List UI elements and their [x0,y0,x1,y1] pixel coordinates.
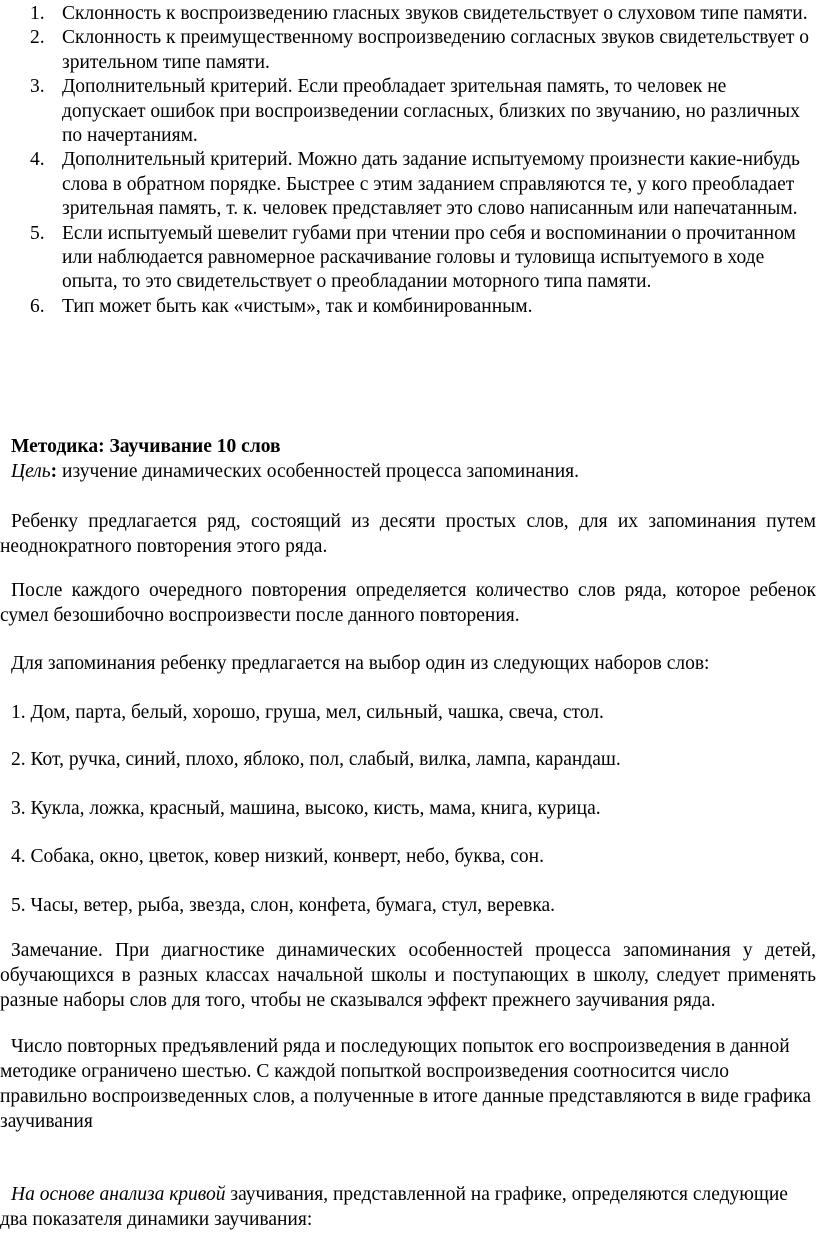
list-item-number: 3. [30,76,45,98]
list-item-text: Если испытуемый шевелит губами при чтении про себя и воспоминании о прочитанном или наблюдается равномерное раскачивание головы и туловища испытуемого в ходе опыта, то это свидетельствует о преобладании моторного типа памяти. [62,222,796,293]
curve-rest-text: заучивания, представленной на графике, определяются следующие два показателя динамики заучивания: [0,1184,788,1230]
list-item-number: 1. [30,3,45,24]
goal-colon: : [50,461,58,482]
list-item-number: 4. [30,149,45,171]
curve-italic-text: На основе анализа кривой [11,1184,226,1205]
list-item-number: 6. [30,295,45,317]
list-item-text: Склонность к воспроизведению гласных звуков свидетельствует о слуховом типе памяти. [62,3,808,24]
list-item-text: Дополнительный критерий. Если преобладает зрительная память, то человек не допускает ошибок при воспроизведении согласных, близких по звучанию, но различных по начертаниям. [62,76,800,147]
paragraph-repetitions-limit: Число повторных предъявлений ряда и последующих попыток его воспроизведения в данной методике ограничено шестью. С каждой попыткой воспроизведения соотносится число правильно воспроизведенных слов, а полученные в итоге данные представляются в виде графика заучивания [0,1036,812,1132]
goal-text: изучение динамических особенностей процесса запоминания. [57,461,580,482]
list-item-text: Дополнительный критерий. Можно дать задание испытуемому произнести какие-нибудь слова в обратном порядке. Быстрее с этим заданием справляются те, у кого преобладает зрительная память, т. к. человек представляет это слово написанным или напечатанным. [62,149,800,220]
paragraph-word-sets-intro: Для запоминания ребенку предлагается на выбор один из следующих наборов слов: [11,653,710,674]
list-item [30,75,810,148]
method-title: Методика: Заучивание 10 слов [11,436,281,457]
word-set-4: 4. Собака, окно, цветок, ковер низкий, конверт, небо, буква, сон. [11,846,544,867]
method-goal [11,459,816,484]
list-item [30,2,810,26]
goal-label: Цель [11,461,51,482]
list-item-number: 5. [30,222,45,244]
list-item [30,222,810,295]
list-item [30,148,810,221]
list-item-text: Склонность к преимущественному воспроизведению согласных звуков свидетельствует о зрительном типе памяти. [62,27,810,73]
word-set-3: 3. Кукла, ложка, красный, машина, высоко, кисть, мама, книга, курица. [11,798,601,819]
paragraph-curve-analysis [0,1182,816,1232]
word-set-5: 5. Часы, ветер, рыба, звезда, слон, конфета, бумага, стул, веревка. [11,895,556,916]
word-set-1: 1. Дом, парта, белый, хорошо, груша, мел, сильный, чашка, свеча, стол. [11,702,604,723]
paragraph-intro: Ребенку предлагается ряд, состоящий из десяти простых слов, для их запоминания путем неоднократного повторения этого ряда. [0,511,816,557]
paragraph-repetition: После каждого очередного повторения определяется количество слов ряда, которое ребенок сумел безошибочно воспроизвести после данного повторения. [0,580,816,626]
memory-type-criteria-list [30,2,810,319]
list-item [30,26,810,75]
word-set-2: 2. Кот, ручка, синий, плохо, яблоко, пол, слабый, вилка, лампа, карандаш. [11,749,621,770]
list-item-text: Тип может быть как «чистым», так и комбинированным. [62,295,533,317]
list-item-number: 2. [30,27,45,49]
list-item [30,295,810,319]
paragraph-note: Замечание. При диагностике динамических особенностей процесса запоминания у детей, обучающихся в разных классах начальной школы и поступающих в школу, следует применять разные наборы слов для того, чтобы не сказывался эффект прежнего заучивания ряда. [0,940,816,1011]
